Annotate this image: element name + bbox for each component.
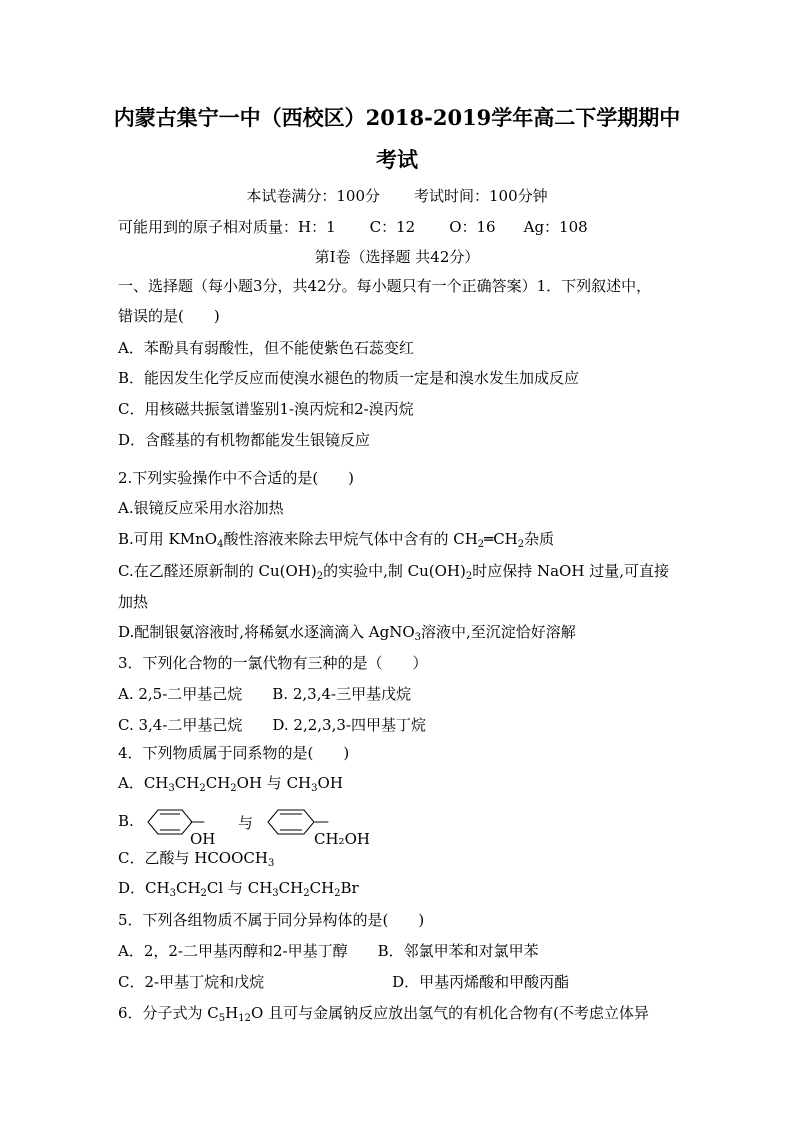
q1-option-a: A．苯酚具有弱酸性，但不能使紫色石蕊变红 <box>118 339 414 357</box>
q1-option-b: B．能因发生化学反应而使溴水褪色的物质一定是和溴水发生加成反应 <box>118 369 580 387</box>
mass-c: C：12 <box>369 218 416 236</box>
q3-option-b: B. 2,3,4-三甲基戊烷 <box>272 685 412 703</box>
section-heading: 第Ⅰ卷（选择题 共42分） <box>314 248 480 266</box>
exam-title-line1: 内蒙古集宁一中（西校区）2018-2019学年高二下学期期中 <box>113 105 681 130</box>
q5-options-cd <box>118 972 569 992</box>
atomic-masses-label: 可能用到的原子相对质量： <box>118 218 299 236</box>
exam-info <box>0 186 794 206</box>
q5-option-d: D．甲基丙烯酸和甲酸丙酯 <box>392 973 570 991</box>
q2-stem: 2.下列实验操作中不合适的是( ) <box>118 469 355 487</box>
q5-option-b: B．邻氯甲苯和对氯甲苯 <box>377 942 539 960</box>
q3-option-a: A. 2,5-二甲基己烷 <box>118 685 243 703</box>
q6-stem: 6．分子式为 $C_5H_{12}O$ 且可与金属钠反应放出氢气的有机化合物有(不考虑立体异 <box>118 1004 649 1024</box>
q4-stem: 4．下列物质属于同系物的是( ) <box>118 744 350 762</box>
q3-options-ab <box>118 684 411 704</box>
q4-option-b-label: B. <box>118 812 134 830</box>
full-score: 本试卷满分：100分 <box>246 187 380 205</box>
mass-h: H：1 <box>298 218 336 236</box>
mass-ag: Ag：108 <box>523 218 588 236</box>
instructions: 一、选择题（每小题3分，共42分。每小题只有一个正确答案）1．下列叙述中， <box>118 277 652 295</box>
q5-stem: 5．下列各组物质不属于同分异构体的是( ) <box>118 911 425 929</box>
q5-option-c: C．2-甲基丁烷和戊烷 <box>118 973 265 991</box>
q2-option-a: A.银镜反应采用水浴加热 <box>118 499 284 517</box>
q3-option-d: D. 2,2,3,3-四甲基丁烷 <box>272 716 426 734</box>
q5-options-ab <box>118 941 539 961</box>
q4-benzyl-ch2oh: —CH₂OH <box>314 812 370 848</box>
q1-option-c: C．用核磁共振氢谱鉴别1-溴丙烷和2-溴丙烷 <box>118 400 414 418</box>
q2-option-c-cont: 加热 <box>118 593 149 611</box>
mass-o: O：16 <box>449 218 496 236</box>
q2-option-b: B.可用 KMnO$_4$酸性溶液来除去甲烷气体中含有的 $CH_2═CH_2$杂质 <box>118 530 555 550</box>
exam-time: 考试时间：100分钟 <box>414 187 548 205</box>
atomic-masses <box>118 217 588 237</box>
q4-option-d: D．$CH_3CH_2Cl$ 与 $CH_3CH_2CH_2Br$ <box>118 879 359 899</box>
exam-title-line2: 考试 <box>376 147 418 172</box>
q4-yu: 与 <box>238 814 254 832</box>
q1-option-d: D．含醛基的有机物都能发生银镜反应 <box>118 431 371 449</box>
q3-options-cd <box>118 715 426 735</box>
q4-option-a: A．$CH_3CH_2CH_2OH$ 与 $CH_3OH$ <box>118 774 343 794</box>
q3-option-c: C. 3,4-二甲基己烷 <box>118 716 243 734</box>
q3-stem: 3．下列化合物的一氯代物有三种的是（ ） <box>118 654 428 672</box>
q1-stem-cont: 错误的是( ) <box>118 307 220 325</box>
q4-phenol-oh: —OH <box>190 812 216 848</box>
q5-option-a: A．2，2-二甲基丙醇和2-甲基丁醇 <box>118 942 348 960</box>
q4-option-c: C．乙酸与 $HCOOCH_3$ <box>118 849 275 869</box>
q2-option-c: C.在乙醛还原新制的 $Cu(OH)_2$的实验中,制 $Cu(OH)_2$时应保持 NaOH 过量,可直接 <box>118 562 669 582</box>
q2-option-d: D.配制银氨溶液时,将稀氨水逐滴滴入 AgNO$_3$溶液中,至沉淀恰好溶解 <box>118 623 576 643</box>
